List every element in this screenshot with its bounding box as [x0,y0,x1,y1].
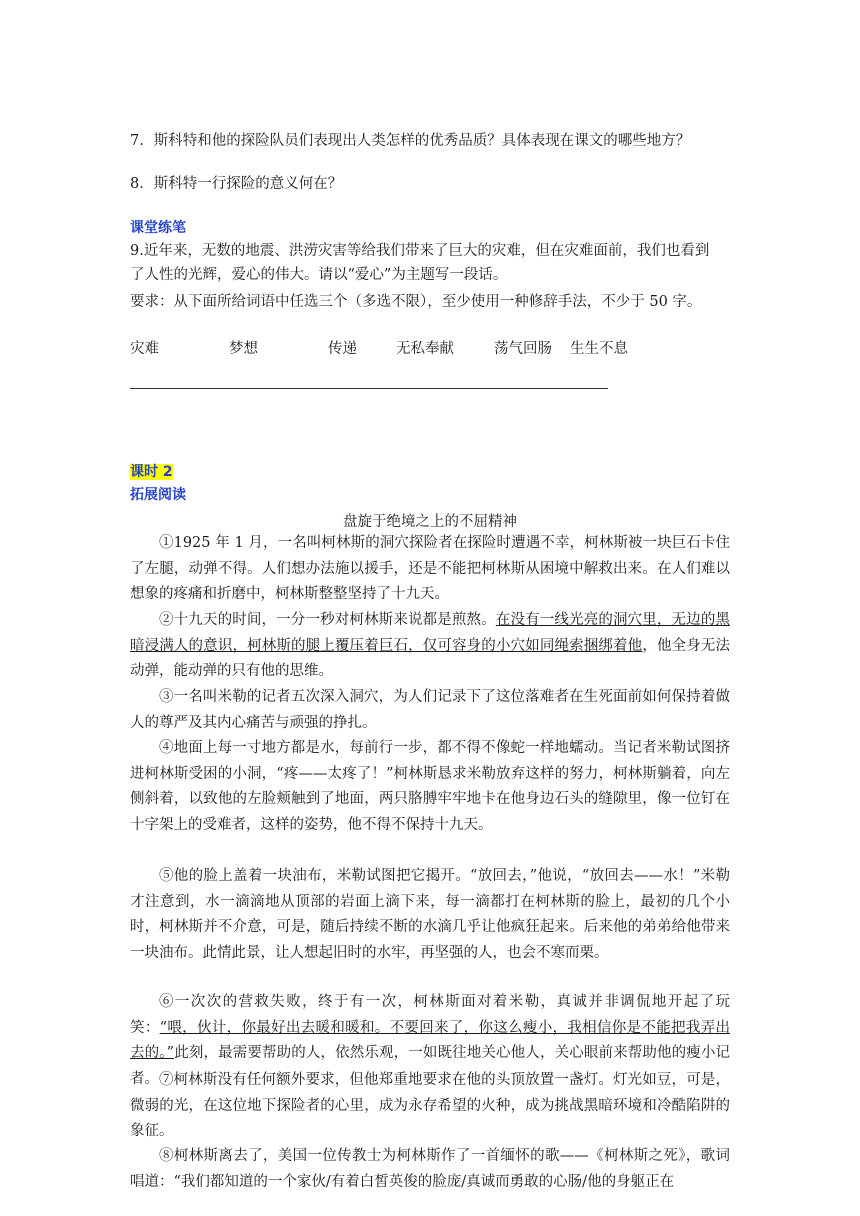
word-option: 荡气回肠 [494,341,552,357]
question-9-line-1: 9.近年来，无数的地震、洪涝灾害等给我们带来了巨大的灾难，但在灾难面前，我们也看到 [130,243,710,259]
paragraph-1: ①1925 年 1 月，一名叫柯林斯的洞穴探险者在探险时遭遇不幸，柯林斯被一块巨石卡住了左腿，动弹不得。人们想办法施以援手，还是不能把柯林斯从困境中解救出来。在人们难以想象的疼痛和折磨中，柯林斯整整坚持了十九天。 [130,535,730,602]
underlined-sentence: 在没有一线光亮的洞穴里，无边的黑暗浸满人的意识，柯林斯的腿上覆压着巨石，仅可容身的小穴如同绳索捆绑着他 [130,612,730,654]
practice-heading: 课堂练笔 [130,220,186,236]
reading-heading: 拓展阅读 [130,487,186,503]
paragraph-7: ⑦柯林斯没有任何额外要求，但他郑重地要求在他的头顶放置一盏灯。灯光如豆，可是，微弱的光，在这位地下探险者的心里，成为永存希望的火种，成为挑战黑暗环境和冷酷陷阱的象征。 [130,1072,730,1139]
question-9-line-2: 了人性的光辉，爱心的伟大。请以“爱心”为主题写一段话。 [130,267,508,283]
word-option: 生生不息 [570,341,628,357]
word-option: 传递 [328,341,357,357]
paragraph-5: ⑤他的脸上盖着一块油布，米勒试图把它揭开。“放回去，”他说，“放回去——水！”米勒才注意到，水一滴滴地从顶部的岩面上滴下来，每一滴都打在柯林斯的脸上，最初的几个小时，柯林斯并不介意，可是，随后持续不断的水滴几乎让他疯狂起来。后来他的弟弟给他带来一块油布。此情此景，让人想起旧时的水牢，再坚强的人，也会不寒而栗。 [130,868,730,961]
word-option: 无私奉献 [396,341,454,357]
paragraph-8: ⑧柯林斯离去了，美国一位传教士为柯林斯作了一首缅怀的歌——《柯林斯之死》，歌词唱道：“我们都知道的一个家伙/有着白皙英俊的脸庞/真诚而勇敢的心肠/他的身躯正在 [130,1148,730,1190]
word-option: 灾难 [130,341,159,357]
paragraph-4: ④地面上每一寸地方都是水，每前行一步，都不得不像蛇一样地蠕动。当记者米勒试图挤进柯林斯受困的小洞，“疼——太疼了！”柯林斯恳求米勒放弃这样的努力，柯林斯躺着，向左侧斜着，以致他的左脸颊触到了地面，两只胳膊牢牢地卡在他身边石头的缝隙里，像一位钉在十字架上的受难者，这样的姿势，他不得不保持十九天。 [130,740,730,833]
paragraph-2: ②十九天的时间，一分一秒对柯林斯来说都是煎熬。在没有一线光亮的洞穴里，无边的黑暗浸满人的意识，柯林斯的腿上覆压着巨石，仅可容身的小穴如同绳索捆绑着他，他全身无法动弹，能动弹的只有他的思维。 [130,612,730,679]
answer-line [130,388,608,389]
requirement-text: 要求：从下面所给词语中任选三个（多选不限），至少使用一种修辞手法，不少于 50 字。 [130,294,702,310]
question-7: 7．斯科特和他的探险队员们表现出人类怎样的优秀品质？具体表现在课文的哪些地方？ [130,133,691,149]
lesson-label: 课时 2 [130,464,173,480]
article-title: 盘旋于绝境之上的不屈精神 [343,514,517,530]
paragraph-3: ③一名叫米勒的记者五次深入洞穴，为人们记录下了这位落难者在生死面前如何保持着做人的尊严及其内心痛苦与顽强的挣扎。 [130,689,730,731]
underlined-quote: “喂，伙计，你最好出去暖和暖和。不要回来了，你这么瘦小，我相信你是不能把我弄出去的。” [130,1019,730,1061]
word-option: 梦想 [229,341,258,357]
paragraph-6: ⑥一次次的营救失败，终于有一次，柯林斯面对着米勒，真诚并非调侃地开起了玩笑：“喂，伙计，你最好出去暖和暖和。不要回来了，你这么瘦小，我相信你是不能把我弄出去的。”此刻，最需要帮助的人，依然乐观，一如既往地关心他人，关心眼前来帮助他的瘦小记者。 [130,994,730,1087]
question-8: 8．斯科特一行探险的意义何在？ [130,176,343,192]
